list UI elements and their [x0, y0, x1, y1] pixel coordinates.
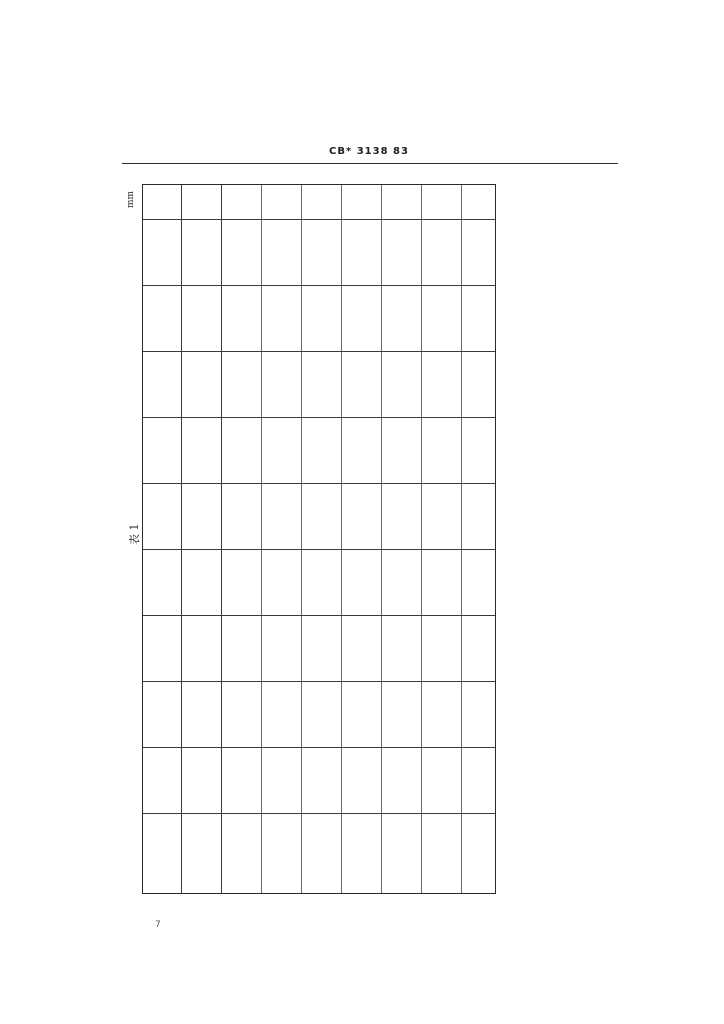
- unit-label: mm: [126, 190, 136, 208]
- header-rule: [122, 163, 618, 164]
- table-row-divider: [143, 549, 495, 550]
- table-caption: 表 1: [128, 523, 141, 545]
- table-column-divider: [461, 185, 462, 893]
- table-row-divider: [143, 813, 495, 814]
- table-row-divider: [143, 681, 495, 682]
- table-row-divider: [143, 285, 495, 286]
- data-table: [142, 184, 496, 894]
- table-row-divider: [143, 219, 495, 220]
- table-row-divider: [143, 483, 495, 484]
- table-column-divider: [381, 185, 382, 893]
- table-column-divider: [301, 185, 302, 893]
- table-column-divider: [181, 185, 182, 893]
- table-row-divider: [143, 747, 495, 748]
- table-row-divider: [143, 351, 495, 352]
- table-column-divider: [221, 185, 222, 893]
- page-header: CB* 3138 83: [329, 146, 409, 157]
- table-column-divider: [421, 185, 422, 893]
- table-column-divider: [341, 185, 342, 893]
- table-row-divider: [143, 417, 495, 418]
- table-column-divider: [261, 185, 262, 893]
- table-row-divider: [143, 615, 495, 616]
- footnote: 7: [155, 920, 161, 930]
